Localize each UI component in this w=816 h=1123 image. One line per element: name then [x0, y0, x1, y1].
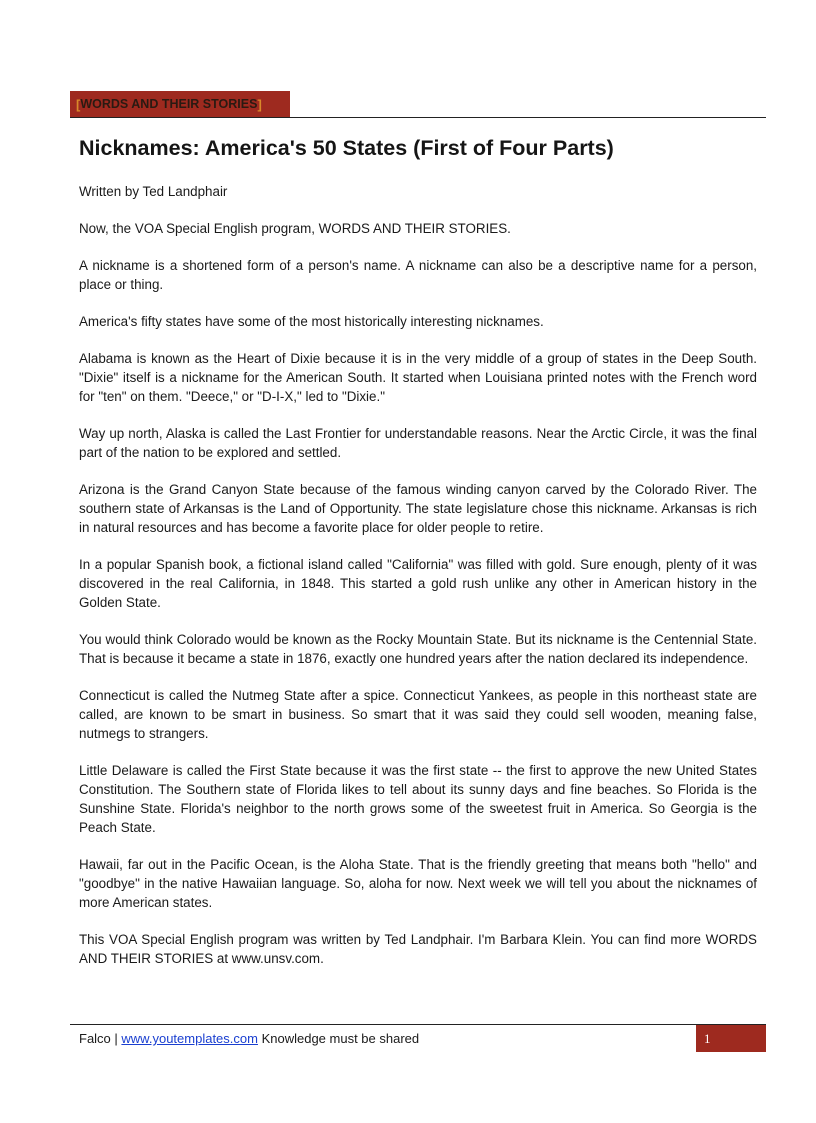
paragraph-connecticut: Connecticut is called the Nutmeg State after a spice. Connecticut Yankees, as people in this northeast state are called, are known to be smart in business. So smart that it was said they could sell wooden, meaning false, nutmegs to strangers.: [79, 688, 757, 741]
footer-website-link[interactable]: www.youtemplates.com: [121, 1031, 258, 1046]
header-bracket-open: [: [76, 96, 81, 112]
byline: Written by Ted Landphair: [79, 184, 228, 199]
paragraph-hawaii: Hawaii, far out in the Pacific Ocean, is the Aloha State. That is the friendly greeting that means both "hello" and "goodbye" in the native Hawaiian language. So, aloha for now. Next week we will tell you about the nicknames of more American states.: [79, 857, 757, 910]
header-label: WORDS AND THEIR STORIES: [80, 97, 258, 111]
header-bracket-close: ]: [257, 96, 262, 112]
footer: [79, 1031, 419, 1046]
page-number-badge: [696, 1025, 766, 1052]
paragraph-nickname-definition: A nickname is a shortened form of a person's name. A nickname can also be a descriptive name for a person, place or thing.: [79, 258, 757, 292]
paragraph-intro: Now, the VOA Special English program, WORDS AND THEIR STORIES.: [79, 221, 511, 236]
paragraph-credits: This VOA Special English program was written by Ted Landphair. I'm Barbara Klein. You can find more WORDS AND THEIR STORIES at www.unsv.com.: [79, 932, 757, 966]
header-divider: [70, 117, 766, 118]
paragraph-alaska: Way up north, Alaska is called the Last Frontier for understandable reasons. Near the Arctic Circle, it was the final part of the nation to be explored and settled.: [79, 426, 757, 460]
footer-separator: |: [110, 1031, 122, 1046]
article-body: [79, 182, 757, 986]
page-title: Nicknames: America's 50 States (First of Four Parts): [79, 136, 614, 160]
footer-tagline: Knowledge must be shared: [257, 1031, 420, 1046]
page-number: 1: [704, 1030, 711, 1046]
paragraph-alabama: Alabama is known as the Heart of Dixie because it is in the very middle of a group of states in the Deep South. "Dixie" itself is a nickname for the American South. It started when Louisiana printed notes with the French word for "ten" on them. "Deece," or "D-I-X," led to "Dixie.": [79, 351, 757, 404]
paragraph-fifty-states: America's fifty states have some of the most historically interesting nicknames.: [79, 314, 544, 329]
paragraph-delaware-florida-georgia: Little Delaware is called the First State because it was the first state -- the first to approve the new United States Constitution. The Southern state of Florida likes to tell about its sunny days and fine beaches. So Florida is the Sunshine State. Florida's neighbor to the north grows some of the sweetest fruit in America. So Georgia is the Peach State.: [79, 763, 757, 835]
paragraph-colorado: You would think Colorado would be known as the Rocky Mountain State. But its nickname is the Centennial State. That is because it became a state in 1876, exactly one hundred years after the nation declared its independence.: [79, 632, 757, 666]
footer-author: Falco: [79, 1031, 111, 1046]
section-header-banner: [70, 91, 290, 117]
footer-divider: [70, 1024, 766, 1025]
paragraph-arizona-arkansas: Arizona is the Grand Canyon State because of the famous winding canyon carved by the Colorado River. The southern state of Arkansas is the Land of Opportunity. The state legislature chose this nickname. Arkansas is rich in natural resources and has become a favorite place for older people to retire.: [79, 482, 757, 535]
paragraph-california: In a popular Spanish book, a fictional island called "California" was filled with gold. Sure enough, plenty of it was discovered in the real California, in 1848. This started a gold rush unlike any other in American history in the Golden State.: [79, 557, 757, 610]
